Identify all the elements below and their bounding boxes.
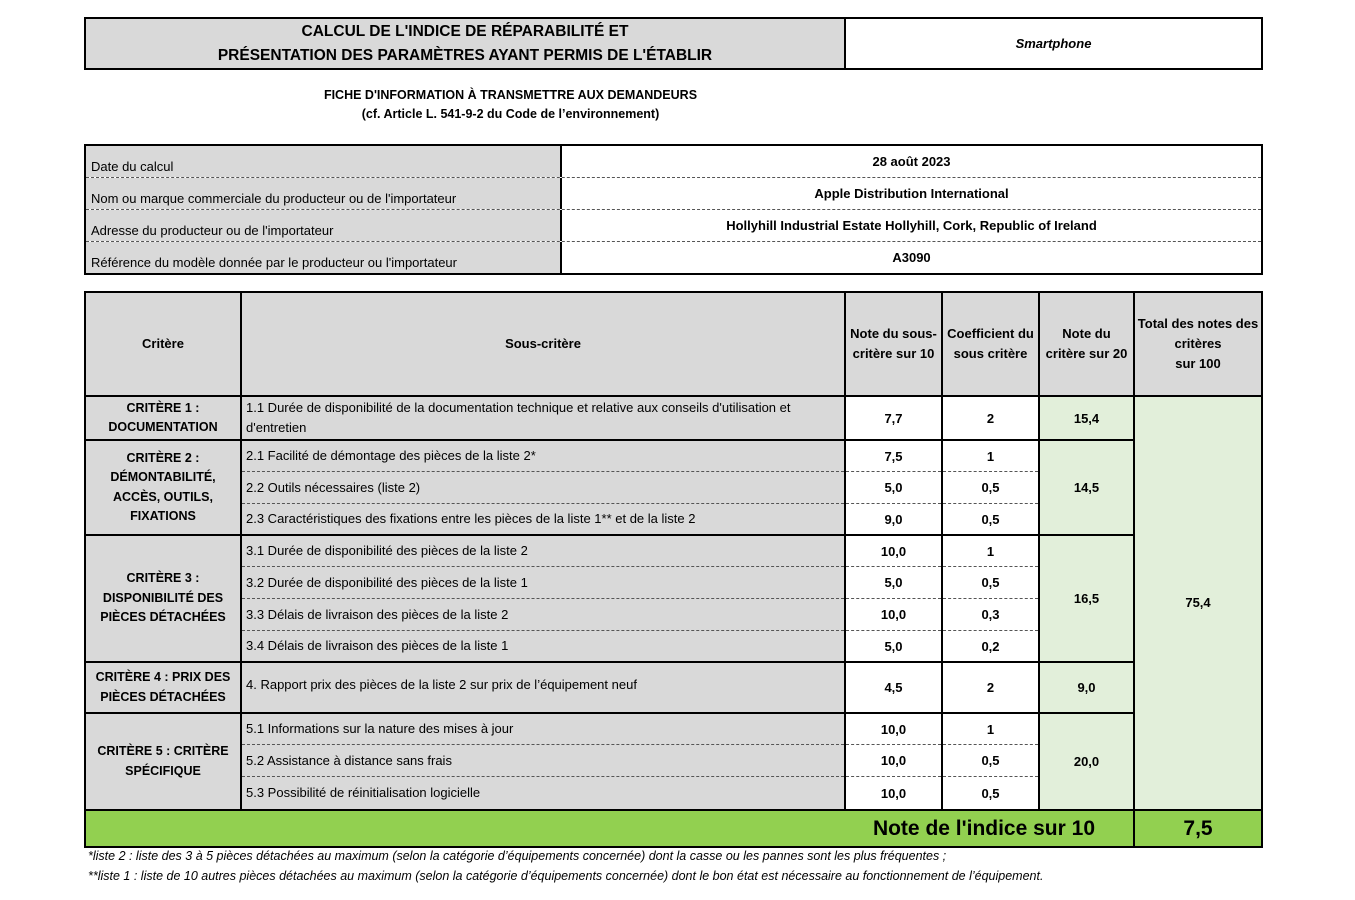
- info-label: Date du calcul: [86, 146, 562, 177]
- info-value: A3090: [892, 250, 931, 265]
- criterion-5: [86, 714, 240, 809]
- header-total: [1135, 293, 1261, 397]
- criterion-name: SPÉCIFIQUE: [125, 763, 201, 778]
- sub-criterion-5-3: 5.3 Possibilité de réinitialisation logicielle: [242, 777, 844, 809]
- sub-coef: 0,5: [943, 504, 1038, 536]
- sub-note: 5,0: [846, 567, 941, 599]
- sub-note: 7,5: [846, 441, 941, 472]
- footnote-2: **liste 1 : liste de 10 autres pièces détachées au maximum (selon la catégorie d’équipements concernée) dont le bon état est nécessaire au fonctionnement de l’équipement.: [88, 869, 1044, 883]
- header-text: sous critère: [953, 346, 1028, 361]
- criterion-note: 20,0: [1040, 714, 1133, 809]
- sub-note: 5,0: [846, 631, 941, 663]
- sub-coef: 2: [943, 397, 1038, 441]
- header-note-sous-critere: [846, 293, 941, 397]
- final-score-value: 7,5: [1135, 809, 1261, 846]
- sub-note: 10,0: [880, 785, 907, 801]
- subtitle-line-2: (cf. Article L. 541-9-2 du Code de l’environnement): [361, 107, 660, 121]
- info-value: 28 août 2023: [872, 154, 951, 169]
- sub-criterion-2-2: 2.2 Outils nécessaires (liste 2): [242, 472, 844, 504]
- sub-note: 9,0: [846, 504, 941, 536]
- header-text: critères: [1174, 336, 1222, 351]
- criterion-name: DISPONIBILITÉ DES: [102, 590, 224, 605]
- criterion-name: FIXATIONS: [130, 509, 196, 523]
- sub-coef: 0,3: [943, 599, 1038, 631]
- sub-note: 10,0: [846, 599, 941, 631]
- sub-criterion-2-1: 2.1 Facilité de démontage des pièces de la liste 2*: [242, 441, 844, 472]
- sub-note: 5,0: [846, 472, 941, 504]
- criterion-4: [86, 663, 240, 714]
- sub-criterion-5-2: 5.2 Assistance à distance sans frais: [242, 745, 844, 777]
- criterion-name: CRITÈRE 1 :: [126, 400, 200, 415]
- sub-coef: 2: [943, 663, 1038, 714]
- criterion-3: [86, 536, 240, 663]
- criterion-name: DOCUMENTATION: [108, 420, 218, 434]
- criterion-note: 9,0: [1040, 663, 1133, 714]
- info-row: [86, 146, 1261, 178]
- subtitle-line-1: FICHE D'INFORMATION À TRANSMETTRE AUX DEMANDEURS: [323, 88, 698, 102]
- info-row: [86, 210, 1261, 242]
- criterion-note: 16,5: [1040, 536, 1133, 663]
- criterion-name: ACCÈS, OUTILS,: [112, 489, 213, 504]
- criterion-name: DÉMONTABILITÉ,: [110, 470, 216, 484]
- sub-coef: 0,5: [943, 745, 1038, 777]
- sub-note: 10,0: [846, 536, 941, 567]
- info-row: [86, 178, 1261, 210]
- sub-note: 7,7: [846, 397, 941, 441]
- sub-coef: 0,2: [943, 631, 1038, 663]
- header-text: Total des notes des: [1137, 316, 1259, 331]
- criterion-name: CRITÈRE 2 :: [126, 450, 200, 465]
- info-row: [86, 242, 1261, 273]
- criterion-note: 15,4: [1040, 397, 1133, 441]
- header-sous-critere: Sous-critère: [242, 293, 844, 397]
- final-score-label: Note de l'indice sur 10: [86, 809, 1133, 846]
- header-text: Note du sous-: [850, 326, 937, 341]
- title-line-1: CALCUL DE L'INDICE DE RÉPARABILITÉ ET: [301, 22, 629, 40]
- column-divider: [941, 293, 943, 809]
- sub-coef: 1: [943, 714, 1038, 745]
- info-label: Référence du modèle donnée par le producteur ou l'importateur: [86, 242, 562, 273]
- sub-criterion-3-1: 3.1 Durée de disponibilité des pièces de la liste 2: [242, 536, 844, 567]
- sub-note: 10,0: [846, 714, 941, 745]
- product-category: Smartphone: [1015, 36, 1092, 51]
- column-divider: [240, 293, 242, 809]
- sub-criterion-2-3: 2.3 Caractéristiques des fixations entre les pièces de la liste 1** et de la liste 2: [242, 504, 844, 536]
- sub-coef: 0,5: [943, 567, 1038, 599]
- column-divider: [1038, 293, 1040, 809]
- info-table: [84, 144, 1263, 275]
- info-value: Hollyhill Industrial Estate Hollyhill, Cork, Republic of Ireland: [726, 218, 1097, 233]
- sub-criterion-3-4: 3.4 Délais de livraison des pièces de la liste 1: [242, 631, 844, 663]
- info-label: Adresse du producteur ou de l'importateur: [86, 210, 562, 241]
- sub-criterion-5-1: 5.1 Informations sur la nature des mises à jour: [242, 714, 844, 745]
- column-divider: [844, 293, 846, 809]
- title-line-2: PRÉSENTATION DES PARAMÈTRES AYANT PERMIS DE L'ÉTABLIR: [217, 46, 713, 64]
- header-text: Coefficient du: [947, 326, 1034, 341]
- header-text: critère sur 20: [1045, 346, 1128, 361]
- sub-note: 4,5: [846, 663, 941, 714]
- header-coefficient: [943, 293, 1038, 397]
- column-divider: [1133, 293, 1135, 846]
- header-text: critère sur 10: [852, 346, 935, 361]
- header-note-critere: [1040, 293, 1133, 397]
- document-header: [84, 17, 1263, 70]
- sub-coef: 0,5: [943, 472, 1038, 504]
- sub-coef: 1: [943, 441, 1038, 472]
- criterion-2: [86, 441, 240, 536]
- criterion-1: [86, 397, 240, 441]
- sub-coef: 0,5: [981, 785, 1000, 801]
- header-text: sur 100: [1175, 356, 1221, 371]
- sub-criterion-1-1: 1.1 Durée de disponibilité de la documentation technique et relative aux conseils d'utilisation et d'entretien: [242, 397, 844, 441]
- sub-criterion-3-2: 3.2 Durée de disponibilité des pièces de la liste 1: [242, 567, 844, 599]
- repairability-table: [84, 291, 1263, 848]
- sub-coef: 1: [943, 536, 1038, 567]
- footnote-1: *liste 2 : liste des 3 à 5 pièces détachées au maximum (selon la catégorie d’équipements concernée) dont la casse ou les pannes sont les plus fréquentes ;: [88, 849, 947, 863]
- header-critere: Critère: [86, 293, 240, 397]
- sub-criterion-3-3: 3.3 Délais de livraison des pièces de la liste 2: [242, 599, 844, 631]
- criterion-name: CRITÈRE 3 :: [126, 571, 200, 586]
- criterion-name: CRITÈRE 5 : CRITÈRE: [97, 744, 229, 758]
- sub-note: 10,0: [846, 745, 941, 777]
- criterion-note: 14,5: [1040, 441, 1133, 536]
- total-score-100: 75,4: [1135, 397, 1261, 809]
- criterion-name: PIÈCES DÉTACHÉES: [100, 689, 226, 704]
- header-text: Note du: [1062, 326, 1111, 341]
- sub-criterion-4: 4. Rapport prix des pièces de la liste 2 sur prix de l’équipement neuf: [242, 663, 844, 714]
- info-label: Nom ou marque commerciale du producteur ou de l'importateur: [86, 178, 562, 209]
- document-title: [86, 19, 846, 68]
- criterion-name: PIÈCES DÉTACHÉES: [100, 610, 226, 625]
- criterion-name: CRITÈRE 4 : PRIX DES: [95, 670, 231, 684]
- info-value: Apple Distribution International: [814, 186, 1009, 201]
